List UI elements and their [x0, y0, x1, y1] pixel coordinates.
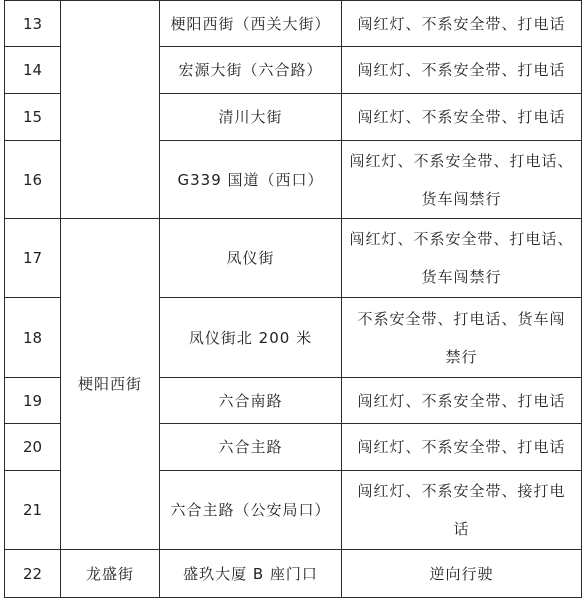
row-number: 16	[5, 141, 61, 219]
row-number: 14	[5, 47, 61, 94]
location-cell: 宏源大街（六合路）	[160, 47, 342, 94]
row-number: 19	[5, 378, 61, 424]
violation-line: 禁行	[445, 347, 478, 366]
violation-line: 话	[453, 520, 470, 538]
row-number: 18	[5, 298, 61, 378]
location-cell: 六合主路	[160, 424, 342, 471]
table-row	[5, 1, 582, 47]
location-cell: G339 国道（西口）	[160, 141, 342, 219]
location-cell: 盛玖大厦 B 座门口	[160, 550, 342, 598]
location-cell: 梗阳西街（西关大街）	[160, 1, 342, 47]
location-cell: 凤仪街	[160, 219, 342, 298]
row-number: 22	[5, 550, 61, 598]
table-row	[5, 550, 582, 598]
road-cell-blank	[61, 1, 160, 219]
row-number: 20	[5, 424, 61, 471]
enforcement-points-table	[4, 0, 582, 598]
location-cell: 清川大街	[160, 94, 342, 141]
location-cell: 六合南路	[160, 378, 342, 424]
table-row	[5, 219, 582, 298]
violation-line: 闯红灯、不系安全带、打电话、	[349, 230, 574, 248]
violation-cell: 闯红灯、不系安全带、打电话	[342, 1, 582, 47]
violation-cell	[342, 471, 582, 550]
violation-cell: 闯红灯、不系安全带、打电话	[342, 378, 582, 424]
violation-cell	[342, 298, 582, 378]
row-number: 13	[5, 1, 61, 47]
location-cell: 凤仪街北 200 米	[160, 298, 342, 378]
violation-line: 货车闯禁行	[421, 189, 502, 208]
violation-cell: 闯红灯、不系安全带、打电话	[342, 47, 582, 94]
location-cell: 六合主路（公安局口）	[160, 471, 342, 550]
road-name-cell: 梗阳西街	[61, 219, 160, 550]
violation-line: 货车闯禁行	[421, 268, 502, 286]
violation-cell: 闯红灯、不系安全带、打电话	[342, 424, 582, 471]
violation-cell	[342, 141, 582, 219]
violation-line: 闯红灯、不系安全带、接打电	[357, 482, 566, 500]
row-number: 15	[5, 94, 61, 141]
violation-cell	[342, 219, 582, 298]
violation-cell: 闯红灯、不系安全带、打电话	[342, 94, 582, 141]
row-number: 17	[5, 219, 61, 298]
violation-line: 不系安全带、打电话、货车闯	[357, 309, 566, 328]
row-number: 21	[5, 471, 61, 550]
violation-line: 闯红灯、不系安全带、打电话、	[349, 151, 574, 170]
violation-cell: 逆向行驶	[342, 550, 582, 598]
road-name-cell: 龙盛街	[61, 550, 160, 598]
